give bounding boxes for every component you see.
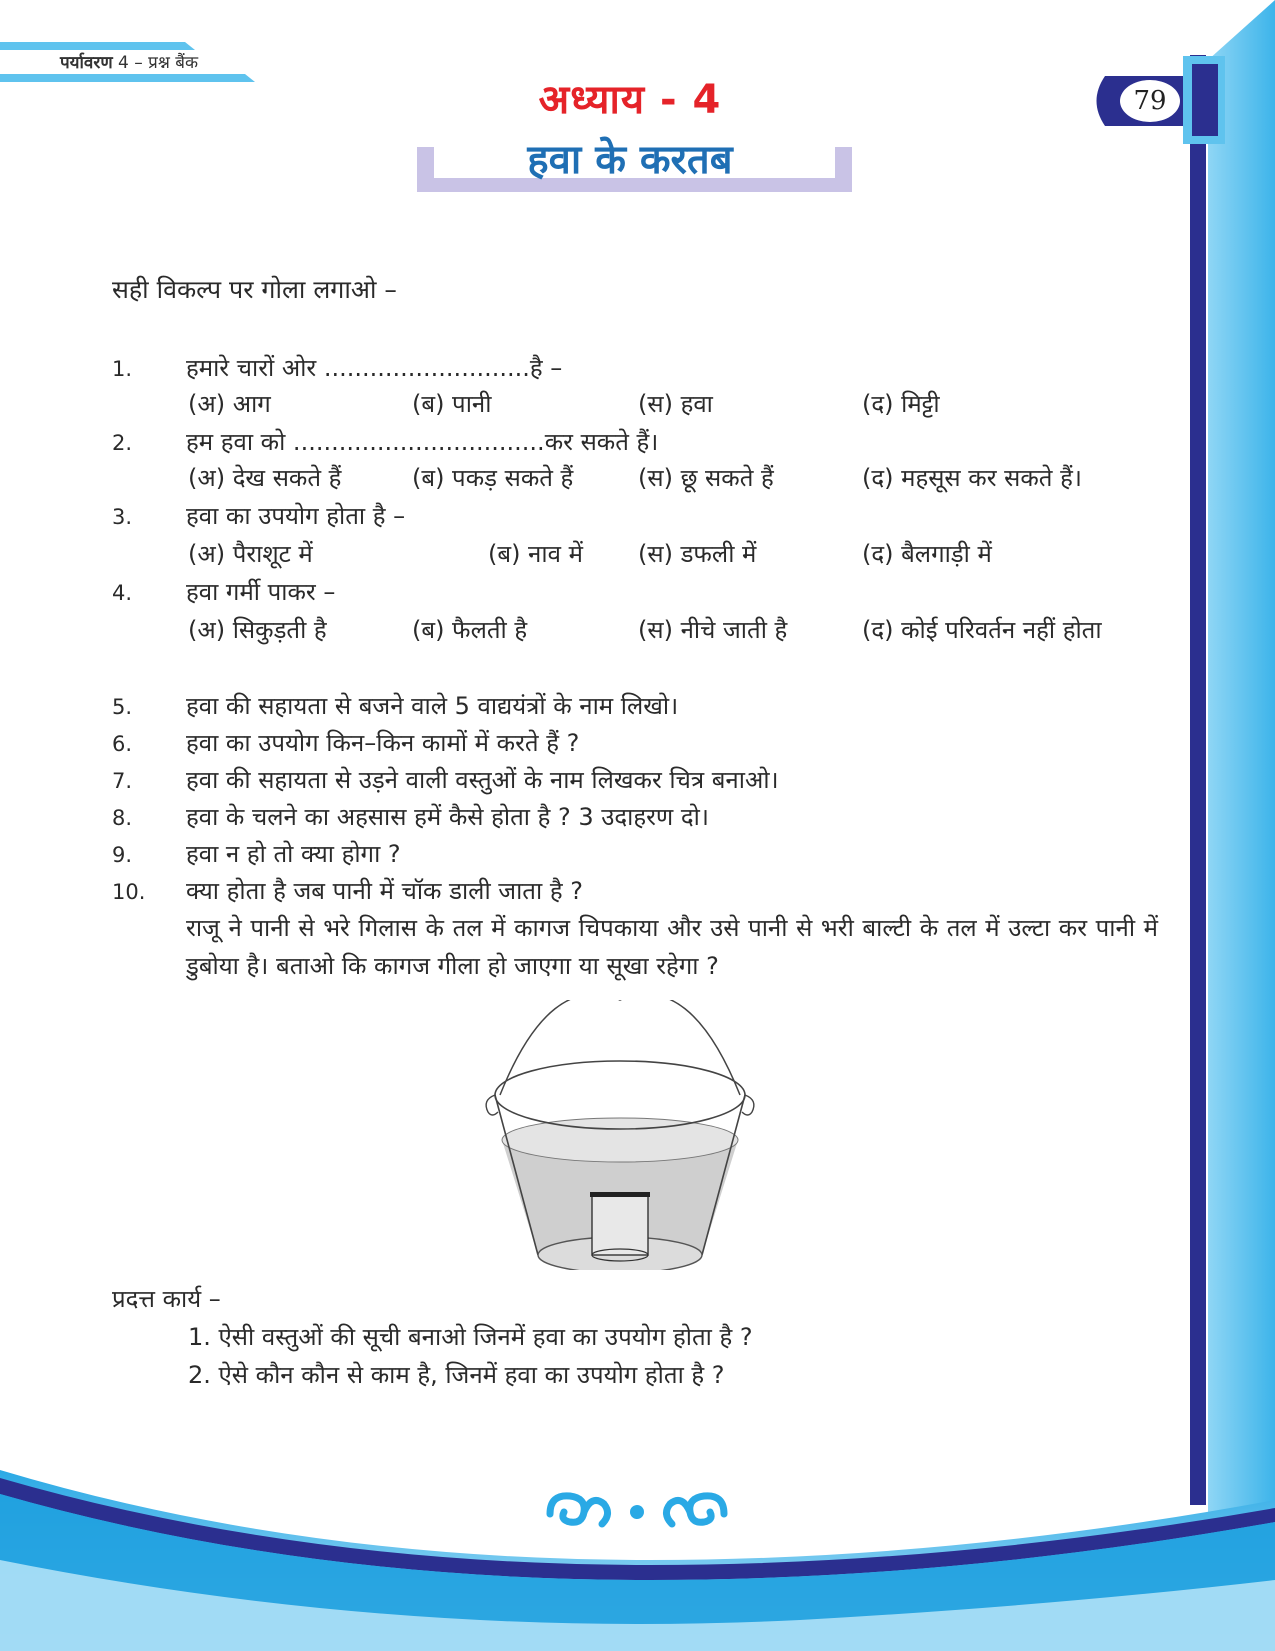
option-c: (स) हवा <box>638 390 713 418</box>
assignment-item: 1. ऐसी वस्तुओं की सूची बनाओ जिनमें हवा का उपयोग होता है ? <box>188 1323 753 1351</box>
option-b: (ब) पानी <box>412 390 492 418</box>
question-number: 9. <box>112 843 133 867</box>
question-number: 5. <box>112 695 133 719</box>
question-text: हवा के चलने का अहसास हमें कैसे होता है ? 3 उदाहरण दो। <box>186 803 709 831</box>
option-a: (अ) पैराशूट में <box>188 540 313 568</box>
option-c: (स) छू सकते हैं <box>638 464 774 492</box>
question-text: हवा का उपयोग होता है – <box>186 502 406 530</box>
option-d: (द) कोई परिवर्तन नहीं होता <box>862 616 1102 644</box>
question-number: 6. <box>112 732 133 756</box>
running-header <box>60 50 198 73</box>
question-number: 1. <box>112 357 133 381</box>
question-text: हवा गर्मी पाकर – <box>186 578 336 606</box>
option-c: (स) डफली में <box>638 540 757 568</box>
question-number: 8. <box>112 806 133 830</box>
bucket-illustration <box>480 1000 760 1270</box>
option-d: (द) मिट्टी <box>862 390 940 418</box>
option-a: (अ) सिकुड़ती है <box>188 616 327 644</box>
question-text: हवा न हो तो क्या होगा ? <box>186 840 401 868</box>
option-a: (अ) देख सकते हैं <box>188 464 342 492</box>
question-number: 3. <box>112 505 133 529</box>
option-b: (ब) पकड़ सकते हैं <box>412 464 574 492</box>
ornament-icon <box>542 1484 732 1534</box>
assignment-item: 2. ऐसे कौन कौन से काम है, जिनमें हवा का उपयोग होता है ? <box>188 1361 725 1389</box>
option-d: (द) महसूस कर सकते हैं। <box>862 464 1082 492</box>
question-text: हवा की सहायता से बजने वाले 5 वाद्ययंत्रों के नाम लिखो। <box>186 692 679 720</box>
assignment-title: प्रदत्त कार्य – <box>112 1285 221 1313</box>
chapter-label: अध्याय - 4 <box>538 77 722 123</box>
question-number: 7. <box>112 769 133 793</box>
question-number: 2. <box>112 431 133 455</box>
option-d: (द) बैलगाड़ी में <box>862 540 992 568</box>
question-text: हवा का उपयोग किन–किन कामों में करते हैं ? <box>186 729 580 757</box>
question-number: 10. <box>112 880 146 904</box>
option-b: (ब) नाव में <box>488 540 583 568</box>
mcq-instruction: सही विकल्प पर गोला लगाओ – <box>112 275 397 304</box>
header-subject: पर्यावरण <box>60 53 113 73</box>
page-number: 79 <box>1133 86 1167 116</box>
question-text: हवा की सहायता से उड़ने वाली वस्तुओं के नाम लिखकर चित्र बनाओ। <box>186 766 779 794</box>
question-text: हमारे चारों ओर ...........................है – <box>186 354 563 382</box>
option-b: (ब) फैलती है <box>412 616 528 644</box>
question-number: 4. <box>112 581 133 605</box>
question-text: हम हवा को .................................कर सकते हैं। <box>186 428 659 456</box>
chapter-title: हवा के करतब <box>527 137 733 183</box>
option-a: (अ) आग <box>188 390 271 418</box>
header-rest: 4 – प्रश्न बैंक <box>118 53 199 73</box>
option-c: (स) नीचे जाती है <box>638 616 788 644</box>
question-text: क्या होता है जब पानी में चॉक डाली जाता है ? <box>186 877 583 905</box>
scenario-paragraph: राजू ने पानी से भरे गिलास के तल में कागज चिपकाया और उसे पानी से भरी बाल्टी के तल में उल्टा कर पानी में डुबोया है। बताओ कि कागज गीला हो जाएगा या सूखा रहेगा ? <box>186 914 1158 980</box>
